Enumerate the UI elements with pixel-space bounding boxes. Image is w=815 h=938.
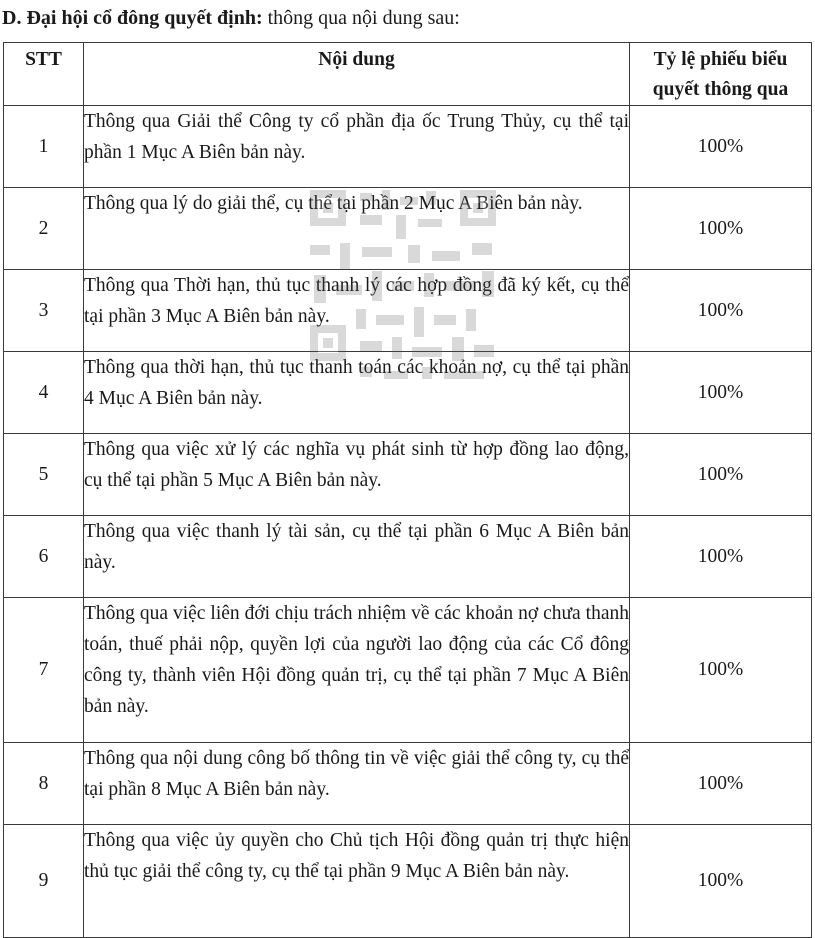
row-stt: 3 <box>4 270 84 352</box>
row-content: Thông qua Giải thể Công ty cổ phần địa ốc Trung Thủy, cụ thể tại phần 1 Mục A Biên bản này. <box>84 106 630 188</box>
table-row <box>4 825 812 938</box>
row-stt: 5 <box>4 434 84 516</box>
row-stt: 8 <box>4 743 84 825</box>
table-row <box>4 352 812 434</box>
row-rate: 100% <box>630 434 812 516</box>
row-rate: 100% <box>630 270 812 352</box>
row-content: Thông qua Thời hạn, thủ tục thanh lý các hợp đồng đã ký kết, cụ thể tại phần 3 Mục A Biên bản này. <box>84 270 630 352</box>
row-rate: 100% <box>630 825 812 938</box>
row-rate: 100% <box>630 188 812 270</box>
row-content: Thông qua nội dung công bố thông tin về việc giải thể công ty, cụ thể tại phần 8 Mục A Biên bản này. <box>84 743 630 825</box>
row-rate: 100% <box>630 743 812 825</box>
table-row <box>4 598 812 743</box>
row-rate: 100% <box>630 352 812 434</box>
table-row <box>4 270 812 352</box>
section-label: D. Đại hội cổ đông quyết định: <box>2 7 263 29</box>
row-rate: 100% <box>630 598 812 743</box>
row-rate: 100% <box>630 516 812 598</box>
row-stt: 6 <box>4 516 84 598</box>
header-stt: STT <box>4 43 84 106</box>
row-content: Thông qua việc thanh lý tài sản, cụ thể tại phần 6 Mục A Biên bản này. <box>84 516 630 598</box>
header-content: Nội dung <box>84 43 630 106</box>
header-rate: Tỷ lệ phiếu biểu quyết thông qua <box>630 43 812 106</box>
row-stt: 4 <box>4 352 84 434</box>
row-content: Thông qua thời hạn, thủ tục thanh toán các khoản nợ, cụ thể tại phần 4 Mục A Biên bản này. <box>84 352 630 434</box>
table-header-row <box>4 43 812 106</box>
row-content: Thông qua lý do giải thể, cụ thể tại phần 2 Mục A Biên bản này. <box>84 188 630 270</box>
row-stt: 2 <box>4 188 84 270</box>
resolutions-table <box>3 42 812 938</box>
section-suffix: thông qua nội dung sau: <box>262 7 460 29</box>
row-content: Thông qua việc ủy quyền cho Chủ tịch Hội đồng quản trị thực hiện thủ tục giải thể công ty, cụ thể tại phần 9 Mục A Biên bản này. <box>84 825 630 938</box>
table-row <box>4 434 812 516</box>
row-rate: 100% <box>630 106 812 188</box>
row-content: Thông qua việc xử lý các nghĩa vụ phát sinh từ hợp đồng lao động, cụ thể tại phần 5 Mục A Biên bản này. <box>84 434 630 516</box>
table-row <box>4 516 812 598</box>
row-stt: 9 <box>4 825 84 938</box>
table-row <box>4 743 812 825</box>
table-row <box>4 106 812 188</box>
table-row <box>4 188 812 270</box>
section-heading <box>2 4 460 32</box>
row-stt: 1 <box>4 106 84 188</box>
row-stt: 7 <box>4 598 84 743</box>
row-content: Thông qua việc liên đới chịu trách nhiệm về các khoản nợ chưa thanh toán, thuế phải nộp, quyền lợi của người lao động của các Cổ đông công ty, thành viên Hội đồng quản trị, cụ thể tại phần 7 Mục A Biên bản này. <box>84 598 630 743</box>
